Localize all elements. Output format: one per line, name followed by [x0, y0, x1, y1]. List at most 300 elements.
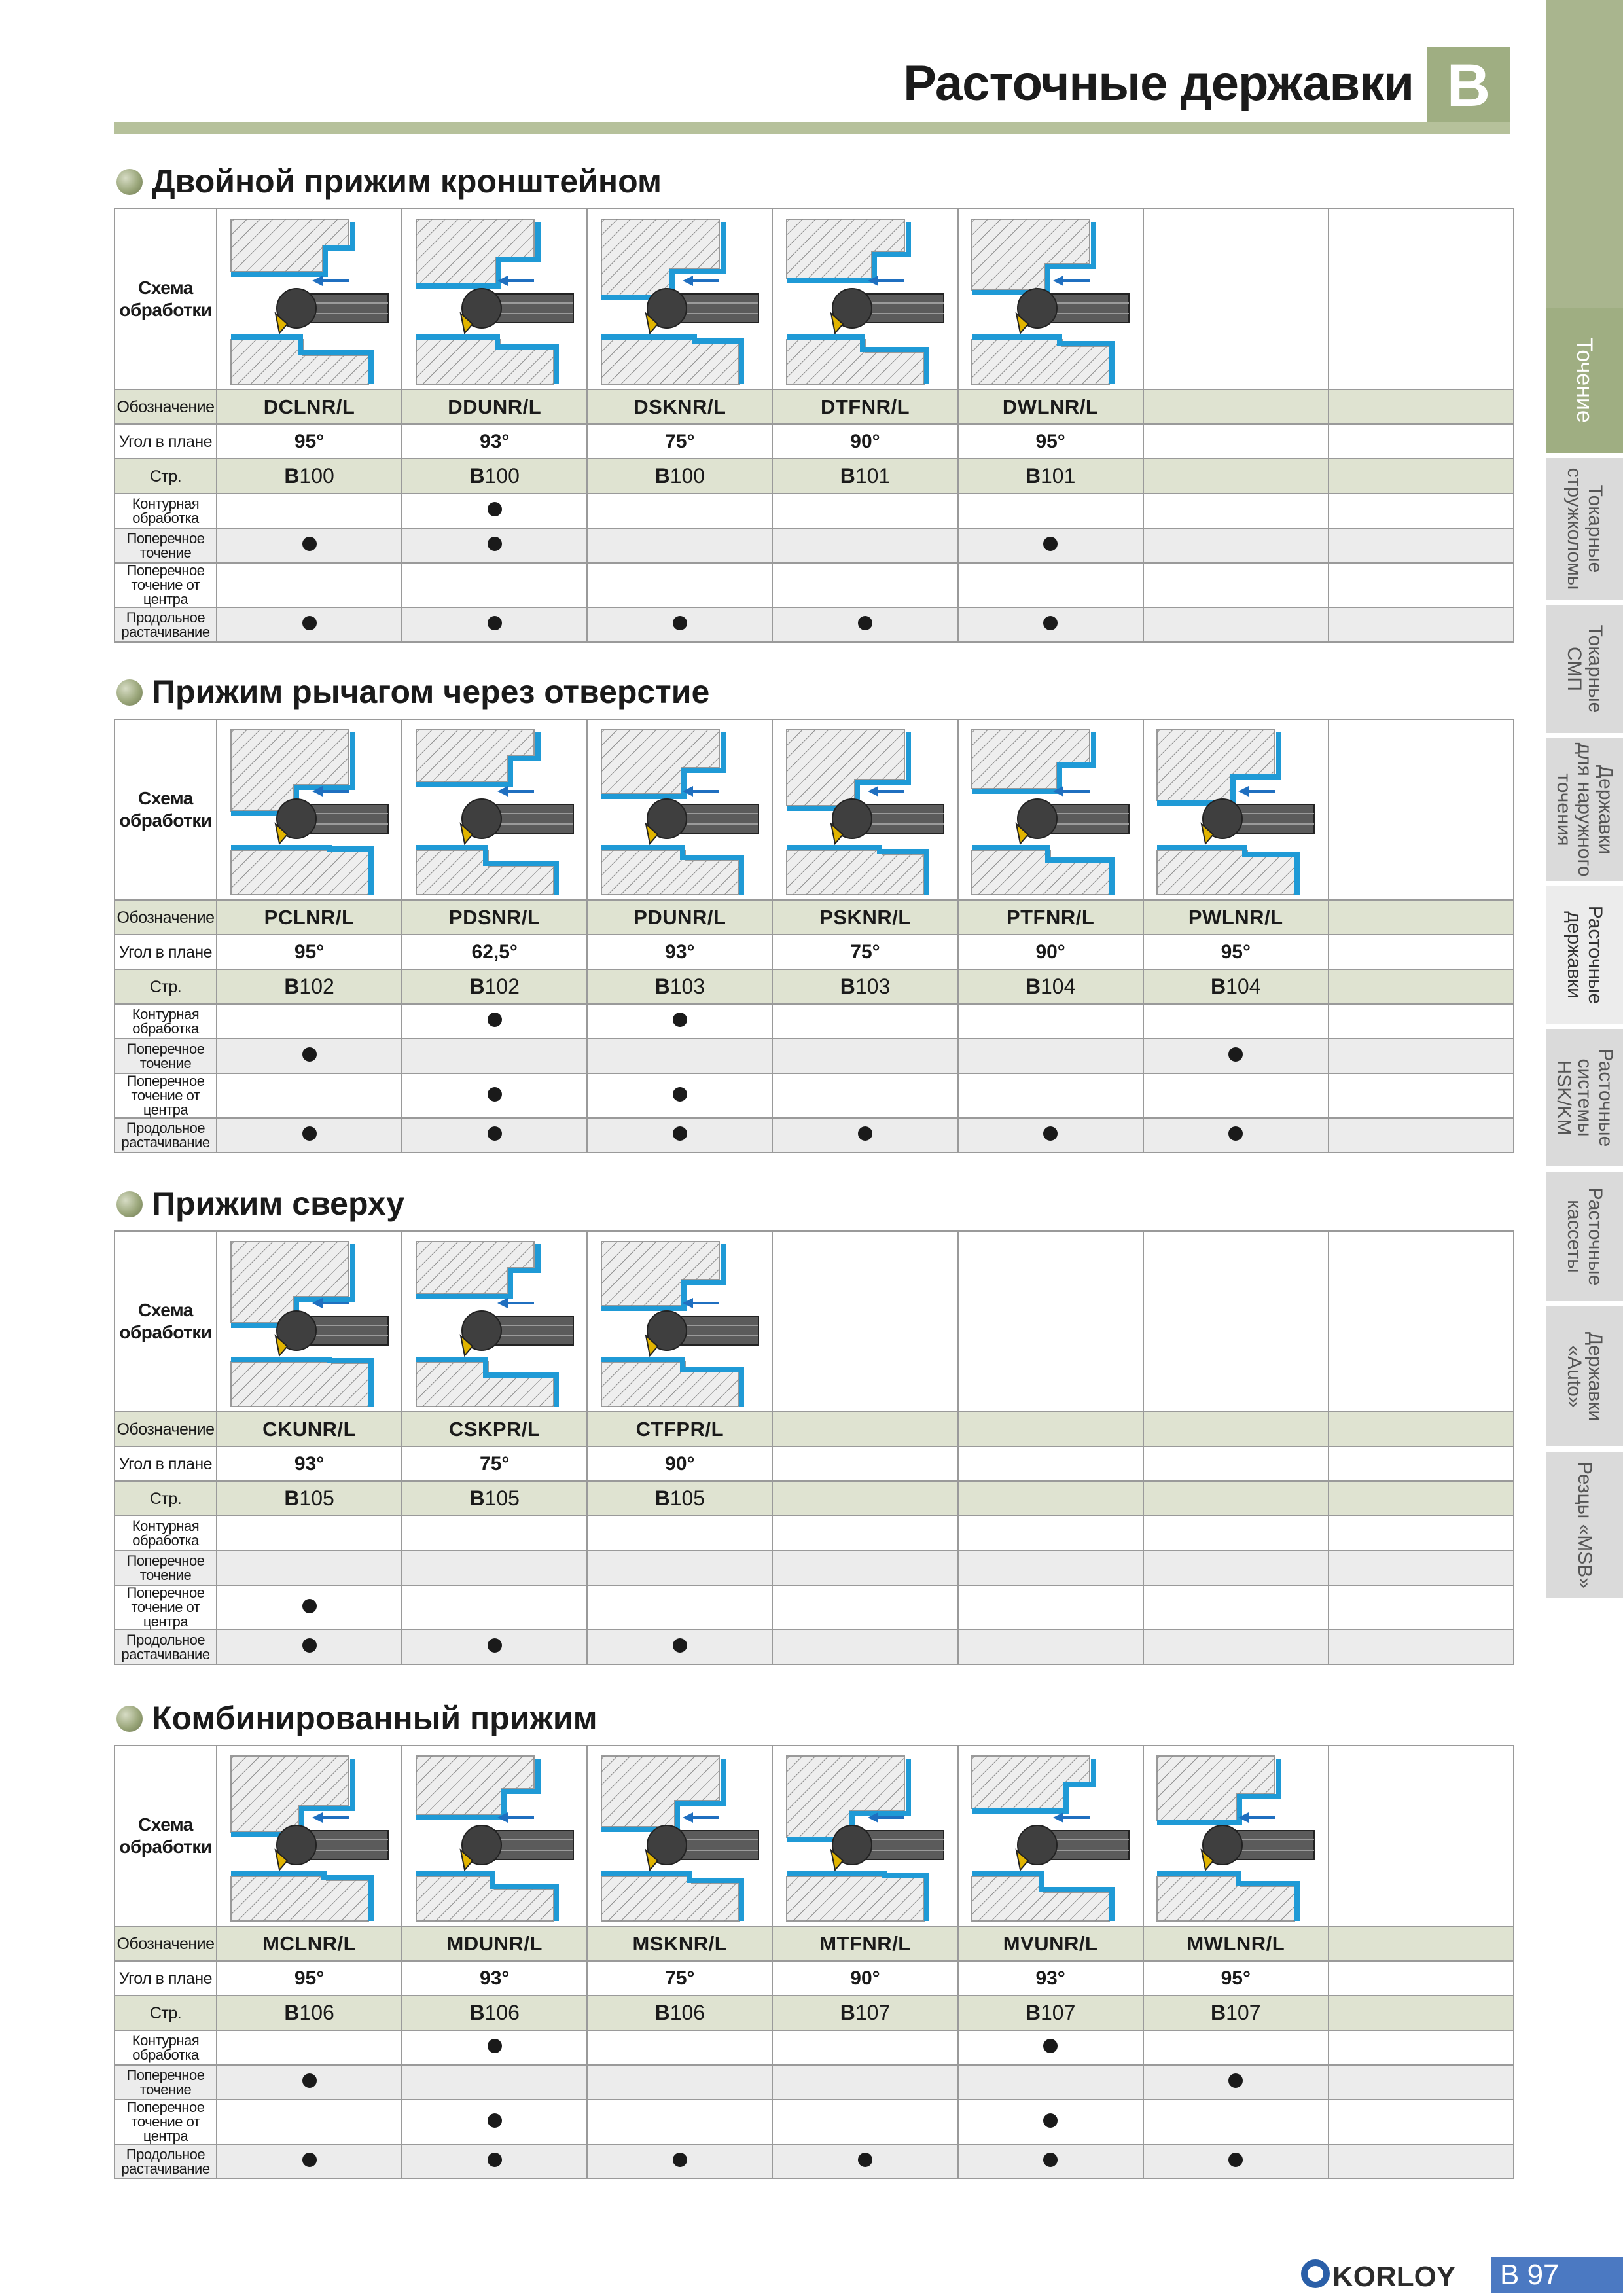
operation-row	[115, 493, 1514, 528]
page-ref-number: 101	[1040, 464, 1076, 488]
holder-angle	[1143, 424, 1329, 459]
page-ref-number: 105	[669, 1486, 705, 1510]
machining-scheme-drawing	[410, 726, 580, 897]
operation-cell	[958, 2030, 1143, 2065]
operation-cell	[217, 563, 402, 607]
scheme-cell	[1329, 1746, 1514, 1926]
applicable-dot-icon	[1043, 537, 1058, 551]
holder-angle	[772, 1446, 957, 1481]
operation-cell	[402, 1039, 587, 1073]
section-title-text: Прижим рычагом через отверстие	[152, 673, 710, 710]
angle-row	[115, 1446, 1514, 1481]
operation-row	[115, 1039, 1514, 1073]
operation-cell	[1329, 1551, 1514, 1585]
operation-cell	[772, 2065, 957, 2100]
scheme-cell	[772, 1746, 957, 1926]
page-ref-prefix: B	[654, 2001, 670, 2024]
scheme-cell	[217, 209, 402, 389]
section-title	[116, 1699, 597, 1737]
holder-angle	[1143, 1446, 1329, 1481]
header-divider	[114, 122, 1510, 134]
side-tab-7[interactable]	[1546, 1172, 1623, 1306]
operation-cell	[587, 2030, 772, 2065]
scheme-cell	[587, 1746, 772, 1926]
row-label-op3: Поперечное точение от центра	[115, 1073, 217, 1118]
machining-scheme-drawing	[224, 1238, 395, 1409]
operation-row	[115, 2100, 1514, 2144]
applicable-dot-icon	[302, 537, 317, 551]
side-tab-6[interactable]	[1546, 1029, 1623, 1172]
applicable-dot-icon	[1043, 2113, 1058, 2128]
machining-scheme-drawing	[780, 215, 950, 387]
holder-angle	[1329, 935, 1514, 969]
operation-cell	[587, 1551, 772, 1585]
scheme-cell	[772, 719, 957, 900]
operation-cell	[958, 1630, 1143, 1664]
brand-logo-text: KORLOY	[1332, 2261, 1456, 2293]
row-label-op1: Контурная обработка	[115, 1516, 217, 1551]
operation-cell	[587, 2100, 772, 2144]
row-label-op4: Продольное растачивание	[115, 1630, 217, 1664]
page-ref-prefix: B	[840, 975, 855, 998]
operation-cell	[217, 607, 402, 642]
operation-cell	[587, 1004, 772, 1039]
operation-cell	[402, 2030, 587, 2065]
operation-cell	[958, 528, 1143, 563]
scheme-cell	[958, 719, 1143, 900]
side-tab-9[interactable]	[1546, 1452, 1623, 1604]
operation-row	[115, 1004, 1514, 1039]
operation-cell	[958, 2100, 1143, 2144]
applicable-dot-icon	[858, 1126, 872, 1141]
operation-cell	[217, 1004, 402, 1039]
operation-cell	[772, 1039, 957, 1073]
scheme-cell	[1143, 719, 1329, 900]
holder-spec-table	[114, 1745, 1514, 2179]
operation-cell	[1143, 2030, 1329, 2065]
holder-angle: 95°	[217, 1961, 402, 1996]
operation-cell	[217, 1585, 402, 1630]
machining-scheme-drawing	[1150, 1752, 1321, 1924]
applicable-dot-icon	[488, 616, 502, 630]
machining-scheme-drawing	[595, 215, 765, 387]
operation-cell	[402, 528, 587, 563]
side-tab-3[interactable]	[1546, 605, 1623, 738]
side-navigation	[1546, 0, 1623, 1610]
operation-cell	[958, 1516, 1143, 1551]
operation-cell	[587, 1073, 772, 1118]
side-tab-1[interactable]	[1546, 308, 1623, 458]
holder-page-ref	[1143, 459, 1329, 493]
section-letter-badge: B	[1427, 47, 1510, 124]
holder-angle: 93°	[958, 1961, 1143, 1996]
applicable-dot-icon	[488, 537, 502, 551]
applicable-dot-icon	[488, 1087, 502, 1102]
operation-row	[115, 1585, 1514, 1630]
operation-cell	[772, 1118, 957, 1153]
row-label-page: Стр.	[115, 1996, 217, 2030]
operation-cell	[402, 493, 587, 528]
operation-cell	[587, 1516, 772, 1551]
operation-row	[115, 2144, 1514, 2179]
holder-designation: MCLNR/L	[217, 1926, 402, 1961]
row-label-op3: Поперечное точение от центра	[115, 2100, 217, 2144]
operation-cell	[958, 493, 1143, 528]
operation-cell	[402, 1004, 587, 1039]
section-title	[116, 673, 709, 711]
operation-cell	[217, 528, 402, 563]
machining-scheme-drawing	[780, 726, 950, 897]
applicable-dot-icon	[1043, 2153, 1058, 2167]
applicable-dot-icon	[1228, 1126, 1243, 1141]
row-label-scheme: Схема обработки	[115, 719, 217, 900]
operation-cell	[958, 2065, 1143, 2100]
holder-page-ref[interactable]	[217, 1996, 402, 2030]
side-tab-label: Токарные СМП	[1563, 624, 1606, 713]
operation-cell	[772, 1004, 957, 1039]
holder-page-ref[interactable]	[958, 459, 1143, 493]
scheme-cell	[217, 1231, 402, 1412]
section-title	[116, 162, 662, 200]
operation-cell	[217, 2030, 402, 2065]
holder-page-ref[interactable]	[1143, 1996, 1329, 2030]
page-ref-number: 102	[484, 975, 520, 998]
holder-designation: MTFNR/L	[772, 1926, 957, 1961]
operation-row	[115, 563, 1514, 607]
machining-scheme-drawing	[595, 1238, 765, 1409]
applicable-dot-icon	[488, 1638, 502, 1653]
holder-angle	[1329, 1961, 1514, 1996]
operation-cell	[217, 1551, 402, 1585]
operation-cell	[772, 607, 957, 642]
row-label-op3: Поперечное точение от центра	[115, 1585, 217, 1630]
page-ref-number: 100	[669, 464, 705, 488]
operation-cell	[587, 1118, 772, 1153]
section-bullet-icon	[116, 1706, 143, 1732]
row-label-designation: Обозначение	[115, 1412, 217, 1446]
holder-designation: MSKNR/L	[587, 1926, 772, 1961]
holder-angle: 95°	[217, 935, 402, 969]
scheme-cell	[587, 209, 772, 389]
holder-page-ref[interactable]	[1143, 969, 1329, 1004]
scheme-cell	[1143, 209, 1329, 389]
holder-designation: PDSNR/L	[402, 900, 587, 935]
applicable-dot-icon	[302, 1599, 317, 1613]
designation-row	[115, 1412, 1514, 1446]
holder-angle: 75°	[587, 1961, 772, 1996]
scheme-cell	[1329, 1231, 1514, 1412]
holder-page-ref	[1329, 969, 1514, 1004]
operation-cell	[402, 1516, 587, 1551]
operation-cell	[1143, 1073, 1329, 1118]
side-tab-label: Расточные кассеты	[1563, 1187, 1606, 1286]
page-title: Расточные державки	[903, 56, 1414, 111]
operation-cell	[217, 2065, 402, 2100]
holder-angle: 62,5°	[402, 935, 587, 969]
operation-cell	[1143, 1118, 1329, 1153]
operation-cell	[1143, 1585, 1329, 1630]
operation-row	[115, 1516, 1514, 1551]
holder-angle: 90°	[772, 1961, 957, 1996]
holder-page-ref[interactable]	[402, 1996, 587, 2030]
holder-angle	[958, 1446, 1143, 1481]
designation-row	[115, 900, 1514, 935]
page-ref-prefix: B	[284, 464, 300, 488]
scheme-cell	[1143, 1231, 1329, 1412]
operation-cell	[958, 563, 1143, 607]
page-ref-prefix: B	[284, 2001, 300, 2024]
holder-designation: CSKPR/L	[402, 1412, 587, 1446]
section-bullet-icon	[116, 1191, 143, 1217]
applicable-dot-icon	[1043, 616, 1058, 630]
operation-cell	[958, 1585, 1143, 1630]
operation-cell	[587, 607, 772, 642]
applicable-dot-icon	[1043, 1126, 1058, 1141]
row-label-op2: Поперечное точение	[115, 2065, 217, 2100]
row-label-page: Стр.	[115, 1481, 217, 1516]
page-ref-number: 104	[1040, 975, 1076, 998]
row-label-angle: Угол в плане	[115, 1446, 217, 1481]
side-tab-2[interactable]	[1546, 458, 1623, 605]
holder-angle: 93°	[217, 1446, 402, 1481]
holder-angle: 75°	[772, 935, 957, 969]
page-ref-number: 105	[484, 1486, 520, 1510]
side-tab-spacer	[1546, 0, 1623, 308]
operation-cell	[1329, 2065, 1514, 2100]
page-ref-prefix: B	[1025, 975, 1041, 998]
page-ref-prefix: B	[469, 1486, 485, 1510]
operation-cell	[1329, 607, 1514, 642]
scheme-cell	[772, 209, 957, 389]
holder-designation: DTFNR/L	[772, 389, 957, 424]
holder-designation	[1329, 1926, 1514, 1961]
side-tab-4[interactable]	[1546, 738, 1623, 886]
holder-page-ref	[1143, 1481, 1329, 1516]
page-ref-number: 106	[299, 2001, 334, 2024]
row-label-page: Стр.	[115, 969, 217, 1004]
page-ref-prefix: B	[1025, 2001, 1041, 2024]
row-label-op2: Поперечное точение	[115, 1039, 217, 1073]
machining-scheme-drawing	[410, 1238, 580, 1409]
section-title-text: Комбинированный прижим	[152, 1700, 597, 1736]
row-label-op1: Контурная обработка	[115, 493, 217, 528]
holder-spec-table	[114, 719, 1514, 1153]
page-ref-number: 106	[669, 2001, 705, 2024]
machining-scheme-drawing	[965, 1752, 1135, 1924]
operation-row	[115, 1073, 1514, 1118]
operation-row	[115, 607, 1514, 642]
applicable-dot-icon	[302, 1638, 317, 1653]
holder-designation: PDUNR/L	[587, 900, 772, 935]
holder-designation: PTFNR/L	[958, 900, 1143, 935]
page-ref-prefix: B	[284, 1486, 300, 1510]
operation-cell	[1143, 1630, 1329, 1664]
holder-designation: MVUNR/L	[958, 1926, 1143, 1961]
applicable-dot-icon	[302, 1047, 317, 1062]
scheme-cell	[1329, 209, 1514, 389]
operation-cell	[1143, 528, 1329, 563]
holder-page-ref[interactable]	[402, 459, 587, 493]
applicable-dot-icon	[673, 1638, 687, 1653]
side-tab-label: Резцы «MSB»	[1574, 1462, 1596, 1588]
machining-scheme-drawing	[780, 1752, 950, 1924]
operation-cell	[217, 1118, 402, 1153]
holder-page-ref[interactable]	[217, 459, 402, 493]
page-number: B 97	[1491, 2257, 1623, 2293]
row-label-op1: Контурная обработка	[115, 1004, 217, 1039]
machining-scheme-drawing	[224, 726, 395, 897]
row-label-op4: Продольное растачивание	[115, 1118, 217, 1153]
page-ref-number: 107	[1040, 2001, 1076, 2024]
holder-page-ref[interactable]	[958, 1996, 1143, 2030]
operation-cell	[402, 2100, 587, 2144]
scheme-cell	[402, 209, 587, 389]
section-bullet-icon	[116, 169, 143, 195]
holder-angle: 93°	[402, 424, 587, 459]
angle-row	[115, 424, 1514, 459]
side-tab-5[interactable]	[1546, 886, 1623, 1029]
operation-cell	[1143, 1516, 1329, 1551]
row-label-designation: Обозначение	[115, 900, 217, 935]
row-label-op2: Поперечное точение	[115, 1551, 217, 1585]
operation-cell	[587, 563, 772, 607]
applicable-dot-icon	[488, 2039, 502, 2053]
row-label-op4: Продольное растачивание	[115, 2144, 217, 2179]
row-label-angle: Угол в плане	[115, 424, 217, 459]
row-label-angle: Угол в плане	[115, 1961, 217, 1996]
holder-angle	[1329, 1446, 1514, 1481]
row-label-scheme: Схема обработки	[115, 1231, 217, 1412]
holder-angle: 95°	[1143, 935, 1329, 969]
holder-page-ref[interactable]	[587, 1996, 772, 2030]
operation-cell	[1143, 1004, 1329, 1039]
applicable-dot-icon	[858, 2153, 872, 2167]
operation-row	[115, 1551, 1514, 1585]
side-tab-8[interactable]	[1546, 1306, 1623, 1452]
applicable-dot-icon	[1228, 2153, 1243, 2167]
holder-page-ref[interactable]	[772, 1996, 957, 2030]
operation-cell	[1143, 1039, 1329, 1073]
operation-cell	[1329, 528, 1514, 563]
holder-designation: DSKNR/L	[587, 389, 772, 424]
scheme-row	[115, 209, 1514, 389]
holder-page-ref[interactable]	[402, 969, 587, 1004]
holder-page-ref[interactable]	[772, 969, 957, 1004]
angle-row	[115, 935, 1514, 969]
scheme-cell	[402, 1231, 587, 1412]
designation-row	[115, 1926, 1514, 1961]
applicable-dot-icon	[488, 2153, 502, 2167]
machining-scheme-drawing	[410, 215, 580, 387]
row-label-designation: Обозначение	[115, 389, 217, 424]
machining-scheme-drawing	[224, 1752, 395, 1924]
holder-angle: 75°	[587, 424, 772, 459]
row-label-designation: Обозначение	[115, 1926, 217, 1961]
applicable-dot-icon	[673, 1013, 687, 1027]
page-ref-prefix: B	[469, 2001, 485, 2024]
operation-cell	[772, 2100, 957, 2144]
page-ref-number: 100	[484, 464, 520, 488]
operation-cell	[772, 1585, 957, 1630]
operation-cell	[772, 1630, 957, 1664]
holder-page-ref[interactable]	[217, 1481, 402, 1516]
page-ref-row	[115, 1996, 1514, 2030]
scheme-row	[115, 1746, 1514, 1926]
holder-angle: 75°	[402, 1446, 587, 1481]
applicable-dot-icon	[488, 1126, 502, 1141]
holder-page-ref[interactable]	[402, 1481, 587, 1516]
holder-angle: 95°	[1143, 1961, 1329, 1996]
holder-spec-table	[114, 208, 1514, 643]
applicable-dot-icon	[673, 616, 687, 630]
operation-cell	[1329, 1004, 1514, 1039]
section-title	[116, 1185, 404, 1223]
operation-cell	[1329, 2100, 1514, 2144]
operation-cell	[402, 2065, 587, 2100]
row-label-op4: Продольное растачивание	[115, 607, 217, 642]
page-ref-number: 105	[299, 1486, 334, 1510]
applicable-dot-icon	[673, 2153, 687, 2167]
operation-cell	[772, 2030, 957, 2065]
operation-cell	[1143, 2065, 1329, 2100]
operation-cell	[772, 1551, 957, 1585]
holder-page-ref[interactable]	[587, 1481, 772, 1516]
holder-designation	[1329, 900, 1514, 935]
operation-cell	[587, 1585, 772, 1630]
row-label-page: Стр.	[115, 459, 217, 493]
operation-cell	[402, 1630, 587, 1664]
operation-cell	[217, 1039, 402, 1073]
machining-scheme-drawing	[1150, 726, 1321, 897]
operation-cell	[217, 1073, 402, 1118]
holder-page-ref[interactable]	[958, 969, 1143, 1004]
applicable-dot-icon	[488, 502, 502, 516]
operation-cell	[958, 2144, 1143, 2179]
holder-page-ref[interactable]	[772, 459, 957, 493]
operation-row	[115, 2065, 1514, 2100]
machining-scheme-drawing	[965, 726, 1135, 897]
machining-scheme-drawing	[965, 215, 1135, 387]
page-ref-prefix: B	[840, 464, 855, 488]
operation-cell	[1143, 493, 1329, 528]
holder-page-ref[interactable]	[587, 969, 772, 1004]
holder-page-ref[interactable]	[587, 459, 772, 493]
scheme-cell	[402, 1746, 587, 1926]
scheme-cell	[1329, 719, 1514, 900]
operation-cell	[217, 493, 402, 528]
applicable-dot-icon	[673, 1087, 687, 1102]
page-ref-prefix: B	[469, 464, 485, 488]
scheme-cell	[958, 1746, 1143, 1926]
row-label-op3: Поперечное точение от центра	[115, 563, 217, 607]
holder-designation: CKUNR/L	[217, 1412, 402, 1446]
page-ref-prefix: B	[654, 1486, 670, 1510]
machining-scheme-drawing	[410, 1752, 580, 1924]
operation-cell	[958, 1004, 1143, 1039]
page-ref-number: 100	[299, 464, 334, 488]
holder-angle: 90°	[958, 935, 1143, 969]
row-label-angle: Угол в плане	[115, 935, 217, 969]
scheme-cell	[587, 719, 772, 900]
angle-row	[115, 1961, 1514, 1996]
scheme-cell	[958, 1231, 1143, 1412]
page-ref-number: 101	[855, 464, 891, 488]
operation-cell	[402, 1585, 587, 1630]
page-ref-prefix: B	[284, 975, 300, 998]
applicable-dot-icon	[858, 616, 872, 630]
operation-cell	[1329, 1630, 1514, 1664]
holder-page-ref[interactable]	[217, 969, 402, 1004]
